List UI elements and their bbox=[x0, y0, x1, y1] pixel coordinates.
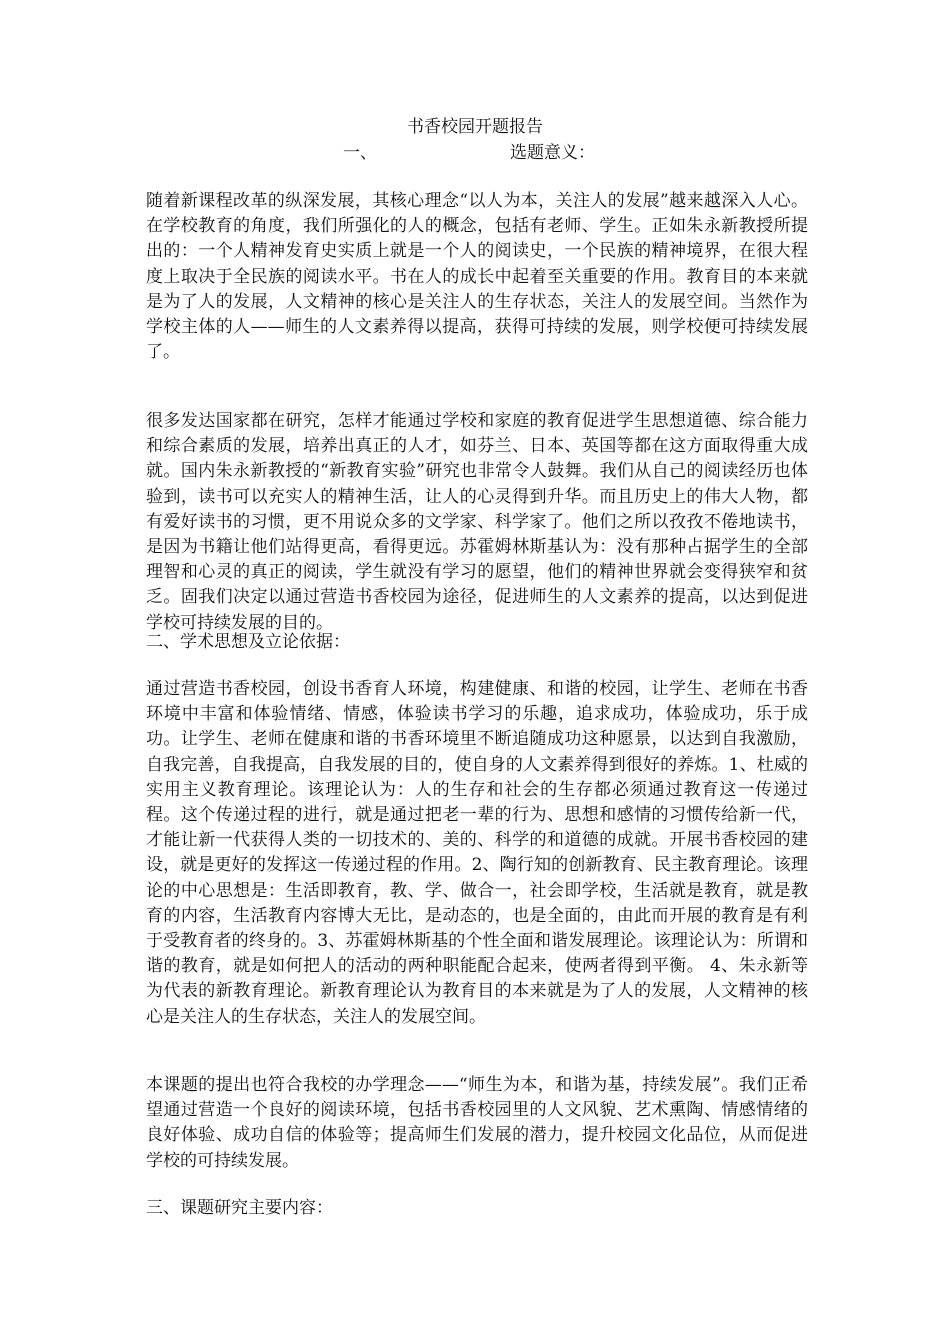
section-2-heading: 二、学术思想及立论依据： bbox=[146, 632, 350, 652]
paragraph-significance-1: 随着新课程改革的纵深发展，其核心理念“以人为本，关注人的发展”越来越深入人心。在学校教育的角度，我们所强化的人的概念，包括有老师、学生。正如朱永新教授所提出的：一个人精神发育史实质上就是一个人的阅读史，一个民族的精神境界，在很大程度上取决于全民族的阅读水平。书在人的成长中起着至关重要的作用。教育目的本来就是为了人的发展，人文精神的核心是关注人的生存状态，关注人的发展空间。当然作为学校主体的人——师生的人文素养得以提高，获得可持续的发展，则学校便可持续发展了。 bbox=[146, 191, 808, 363]
paragraph-school-philosophy: 本课题的提出也符合我校的办学理念——“师生为本，和谐为基，持续发展”。我们正希望通过营造一个良好的阅读环境，包括书香校园里的人文风貌、艺术熏陶、情感情绪的良好体验、成功自信的体验等；提高师生们发展的潜力，提升校园文化品位，从而促进学校的可持续发展。 bbox=[146, 1075, 808, 1171]
section-1-number: 一、 bbox=[343, 143, 377, 163]
paragraph-theory-basis: 通过营造书香校园，创设书香育人环境，构建健康、和谐的校园，让学生、老师在书香环境中丰富和体验情绪、情感，体验读书学习的乐趣，追求成功，体验成功，乐于成功。让学生、老师在健康和谐的书香环境里不断追随成功这种愿景，以达到自我激励，自我完善，自我提高，自我发展的目的，使自身的人文素养得到很好的养炼。1、杜威的实用主义教育理论。该理论认为：人的生存和社会的生存都必须通过教育这一传递过程。这个传递过程的进行，就是通过把老一辈的行为、思想和感情的习惯传给新一代，才能让新一代获得人类的一切技术的、美的、科学的和道德的成就。开展书香校园的建设，就是更好的发挥这一传递过程的作用。2、陶行知的创新教育、民主教育理论。该理论的中心思想是：生活即教育，教、学、做合一，社会即学校，生活就是教育，就是教育的内容，生活教育内容博大无比，是动态的，也是全面的，由此而开展的教育是有利于受教育者的终身的。3、苏霍姆林斯基的个性全面和谐发展理论。该理论认为：所谓和谐的教育，就是如何把人的活动的两种职能配合起来，使两者得到平衡。 4、朱永新等为代表的新教育理论。新教育理论认为教育目的本来就是为了人的发展，人文精神的核心是关注人的生存状态，关注人的发展空间。 bbox=[146, 679, 808, 1027]
section-1-heading: 选题意义： bbox=[510, 143, 595, 163]
document-title: 书香校园开题报告 bbox=[407, 117, 543, 137]
paragraph-significance-2: 很多发达国家都在研究，怎样才能通过学校和家庭的教育促进学生思想道德、综合能力和综合素质的发展，培养出真正的人才，如芬兰、日本、英国等都在这方面取得重大成就。国内朱永新教授的“新教育实验”研究也非常令人鼓舞。我们从自己的阅读经历也体验到，读书可以充实人的精神生活，让人的心灵得到升华。而且历史上的伟大人物，都有爱好读书的习惯，更不用说众多的文学家、科学家了。他们之所以孜孜不倦地读书，是因为书籍让他们站得更高，看得更远。苏霍姆林斯基认为：没有那种占据学生的全部理智和心灵的真正的阅读，学生就没有学习的愿望，他们的精神世界就会变得狭窄和贫乏。固我们决定以通过营造书香校园为途径，促进师生的人文素养的提高，以达到促进学校可持续发展的目的。 bbox=[146, 411, 808, 633]
section-3-heading: 三、课题研究主要内容： bbox=[146, 1198, 333, 1218]
